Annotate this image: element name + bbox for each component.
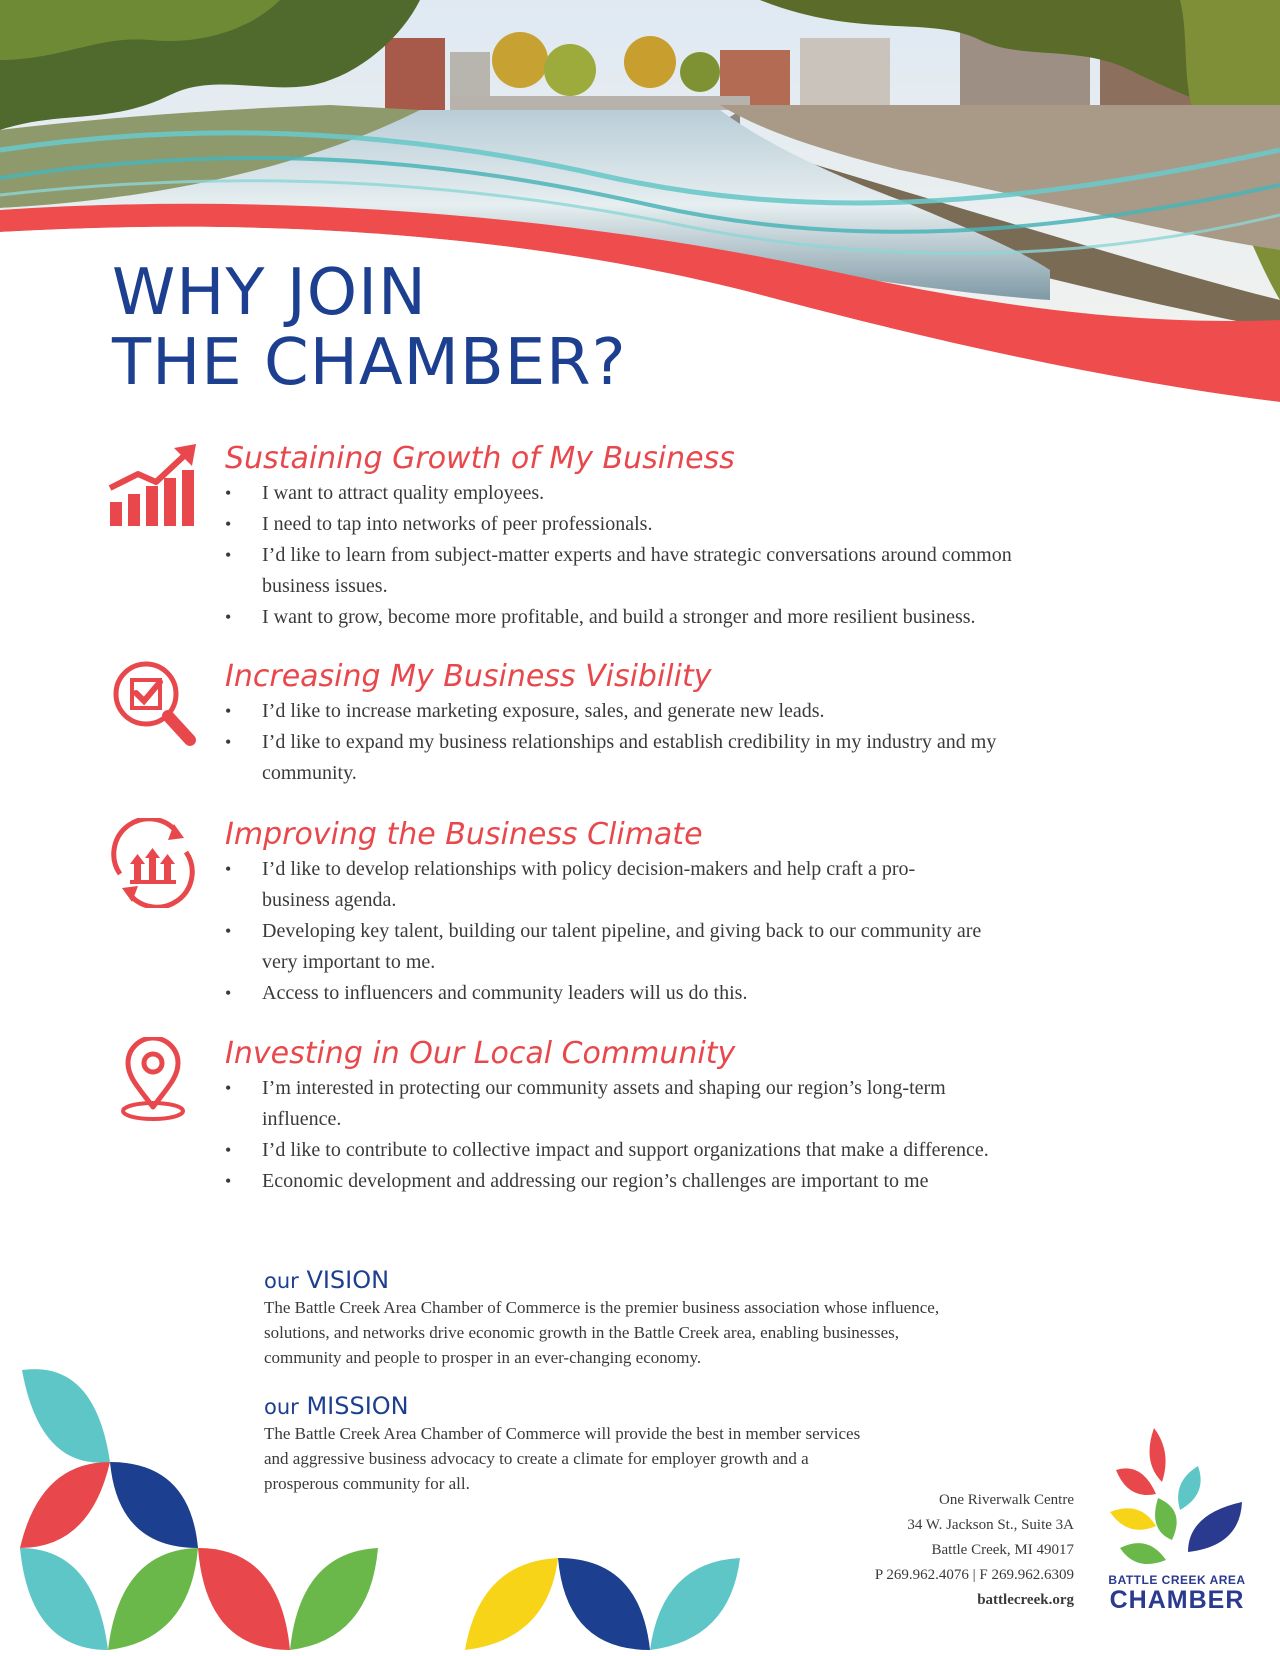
list-item: • I’d like to contribute to collective impact and support organizations that make a difference. — [225, 1135, 1225, 1166]
mission-block — [264, 1392, 984, 1496]
list-item: • I want to attract quality employees. — [225, 478, 1225, 509]
vision-text: The Battle Creek Area Chamber of Commerce is the premier business association whose influence, solutions, and networks drive economic growth in the Battle Creek area, enabling businesses, community and people to prosper in an ever-changing economy. — [264, 1298, 940, 1367]
list-item: • I’d like to increase marketing exposure, sales, and generate new leads. — [225, 696, 1225, 727]
logo-line-1: BATTLE CREEK AREA — [1108, 1573, 1246, 1587]
address-line-2: 34 W. Jackson St., Suite 3A — [907, 1517, 1074, 1533]
list-item: • I need to tap into networks of peer professionals. — [225, 509, 1225, 540]
magnifier-check-icon — [108, 660, 198, 750]
page-title — [112, 258, 627, 398]
phone-fax: P 269.962.4076 | F 269.962.6309 — [874, 1567, 1074, 1583]
bullet-list — [225, 854, 1225, 1009]
list-item: • I’d like to develop relationships with policy decision-makers and help craft a pro-business agenda. — [225, 854, 982, 916]
website-link[interactable]: battlecreek.org — [977, 1592, 1074, 1608]
location-pin-icon — [108, 1037, 198, 1127]
title-line-1: WHY JOIN — [112, 256, 427, 330]
list-item: • I want to grow, become more profitable, and build a stronger and more resilient business. — [225, 602, 1225, 633]
vision-block — [264, 1266, 984, 1370]
title-line-2: THE CHAMBER? — [112, 326, 627, 400]
address-line-1: One Riverwalk Centre — [939, 1492, 1074, 1508]
list-item: • Access to influencers and community leaders will us do this. — [225, 978, 1225, 1009]
list-item: • Developing key talent, building our talent pipeline, and giving back to our community are very important to me. — [225, 916, 982, 978]
chamber-logo-text — [1092, 1573, 1262, 1613]
section-heading: Increasing My Business Visibility — [225, 659, 712, 694]
vision-heading — [264, 1266, 984, 1295]
growth-chart-icon — [108, 442, 198, 532]
list-item: • I’d like to learn from subject-matter experts and have strategic conversations around common business issues. — [225, 540, 1062, 602]
list-item: • Economic development and addressing our region’s challenges are important to me — [225, 1166, 1225, 1197]
section-heading: Investing in Our Local Community — [225, 1036, 736, 1071]
list-item: • I’d like to expand my business relationships and establish credibility in my industry and my community. — [225, 727, 1022, 789]
mission-heading — [264, 1392, 984, 1421]
mission-title: MISSION — [306, 1392, 409, 1420]
address-line-3: Battle Creek, MI 49017 — [931, 1542, 1074, 1558]
contact-address — [875, 1488, 1074, 1613]
section-heading: Sustaining Growth of My Business — [225, 441, 735, 476]
section-heading: Improving the Business Climate — [225, 817, 703, 852]
bullet-list — [225, 478, 1225, 633]
mission-text: The Battle Creek Area Chamber of Commerce will provide the best in member services and aggressive business advocacy to create a climate for employer growth and a prosperous community for all. — [264, 1424, 861, 1493]
bullet-list — [225, 1073, 1225, 1197]
logo-line-2: CHAMBER — [1109, 1586, 1245, 1614]
list-item: • I’m interested in protecting our community assets and shaping our region’s long-term influence. — [225, 1073, 982, 1135]
vision-prefix: our — [264, 1269, 299, 1293]
mission-prefix: our — [264, 1395, 299, 1419]
climate-arrows-icon — [108, 818, 198, 908]
bullet-list — [225, 696, 1225, 789]
vision-title: VISION — [306, 1266, 390, 1294]
